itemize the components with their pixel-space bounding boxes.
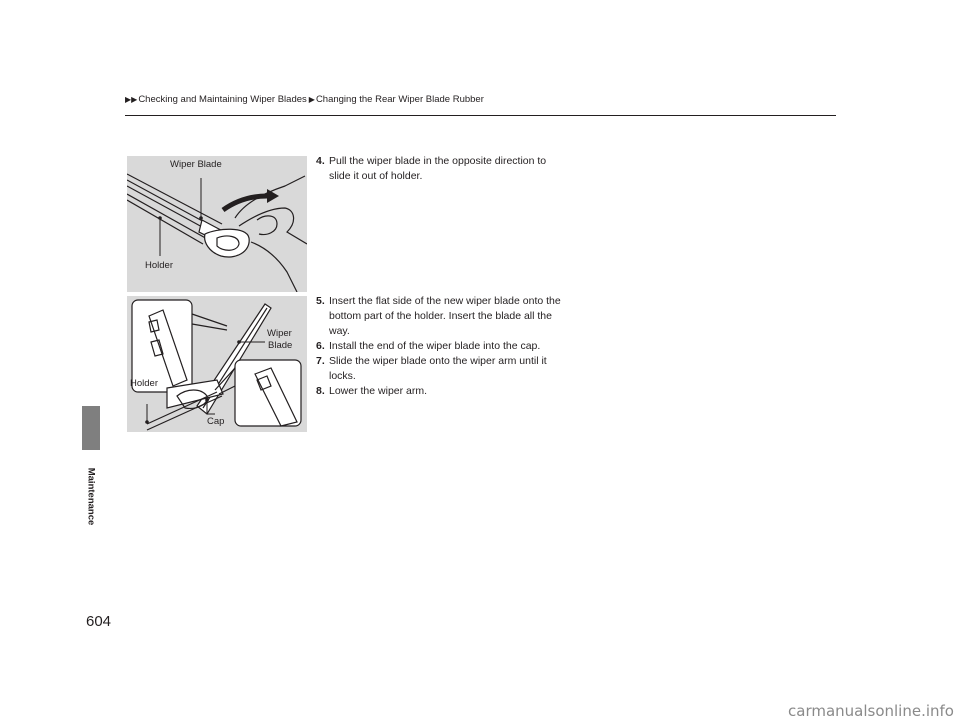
install-blade-illustration [127, 296, 307, 432]
step-4 [316, 154, 556, 184]
step-number: 5. [316, 295, 325, 307]
page-number: 604 [86, 613, 112, 630]
breadcrumb-item-1[interactable]: Checking and Maintaining Wiper Blades [138, 94, 307, 105]
section-tab [82, 406, 100, 450]
figure-install-blade [127, 296, 307, 432]
step-text: Insert the flat side of the new wiper blade onto the bottom part of the holder. Insert the blade all the way. [329, 295, 561, 337]
step-number: 7. [316, 355, 325, 367]
step-number: 6. [316, 340, 325, 352]
section-label [82, 463, 100, 529]
step-text: Pull the wiper blade in the opposite direction to slide it out of holder. [329, 155, 547, 182]
breadcrumb-item-2[interactable]: Changing the Rear Wiper Blade Rubber [315, 94, 484, 105]
arrow-icon: ▶ [308, 95, 315, 104]
step-number: 4. [316, 155, 325, 167]
step-8 [316, 384, 561, 399]
label-holder: Holder [145, 260, 173, 271]
label-blade: Blade [268, 340, 293, 351]
watermark: carmanualsonline.info [788, 702, 954, 720]
steps-group-2 [316, 294, 561, 399]
step-text: Slide the wiper blade onto the wiper arm until it locks. [329, 355, 547, 382]
header-rule [125, 115, 836, 116]
label-cap: Cap [207, 416, 225, 427]
section-label-text: Maintenance [85, 467, 97, 525]
step-text: Lower the wiper arm. [329, 385, 428, 397]
step-6 [316, 339, 561, 354]
step-7 [316, 354, 561, 384]
breadcrumb [125, 94, 484, 105]
step-number: 8. [316, 385, 325, 397]
step-5 [316, 294, 561, 339]
double-arrow-icon: ▶▶ [125, 95, 138, 104]
label-wiper-blade: Wiper Blade [170, 159, 222, 170]
figure-remove-blade [127, 156, 307, 292]
remove-blade-illustration [127, 156, 307, 292]
label-holder-2: Holder [130, 378, 158, 389]
step-text: Install the end of the wiper blade into the cap. [329, 340, 541, 352]
label-wiper: Wiper [267, 328, 292, 339]
steps-group-1 [316, 154, 556, 184]
